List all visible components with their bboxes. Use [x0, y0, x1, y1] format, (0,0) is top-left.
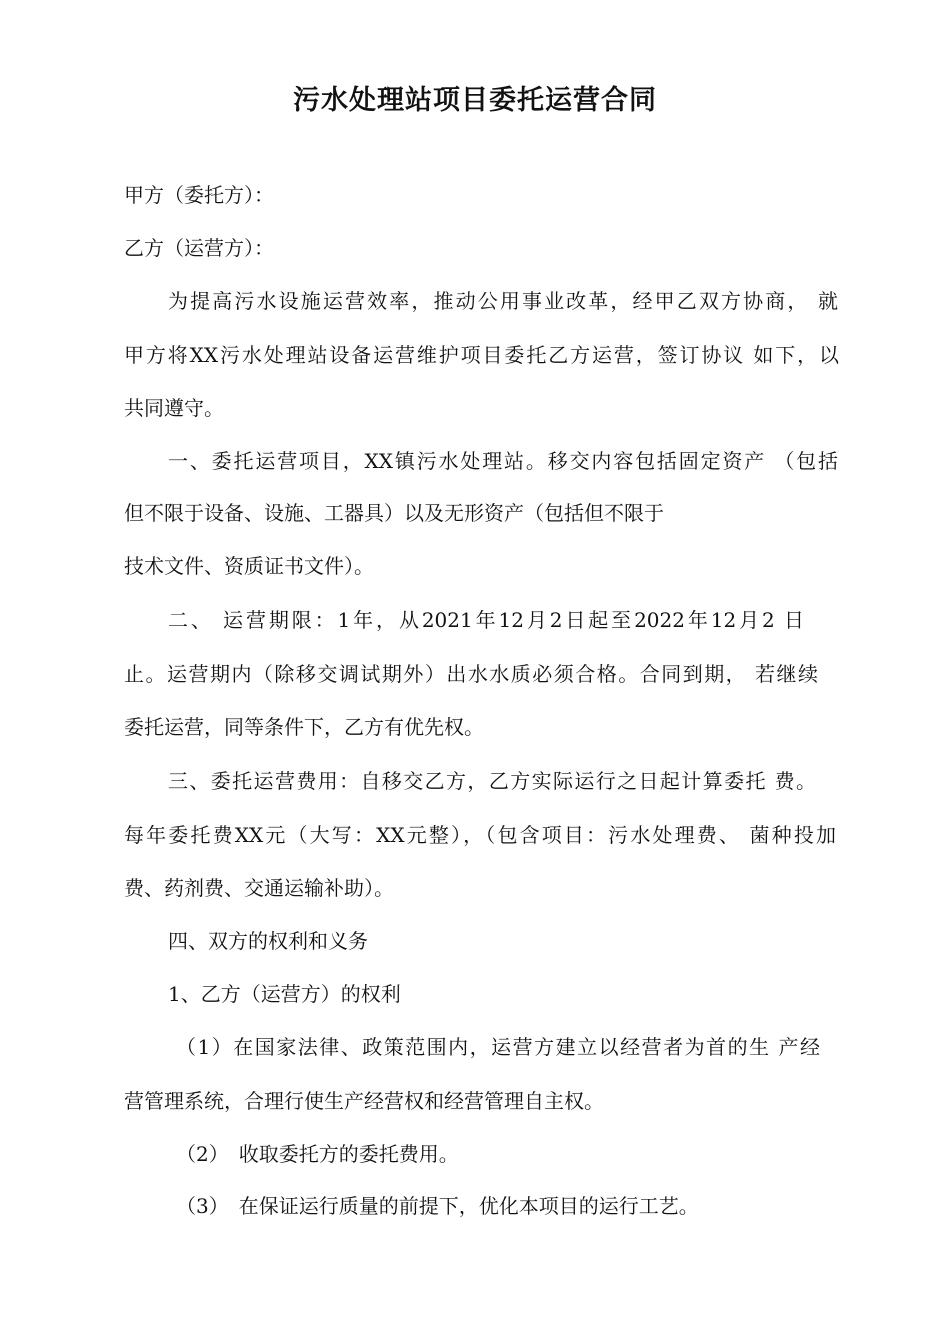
clause-2-line-3: 委托运营，同等条件下，乙方有优先权。 — [124, 715, 484, 739]
paragraph-line — [176, 1033, 950, 1061]
clause-1-line-3: 技术文件、资质证书文件）。 — [124, 554, 374, 578]
section-4-heading: 四、双方的权利和义务 — [168, 929, 368, 953]
party-b-line: 乙方（运营方）： — [124, 236, 274, 260]
item-3-line: （3） 在保证运行质量的前提下，优化本项目的运行工艺。 — [176, 1194, 699, 1218]
paragraph-line — [168, 767, 950, 795]
item-1-line-2: 营管理系统，合理行使生产经营权和经营管理自主权。 — [124, 1089, 604, 1113]
party-a-line: 甲方（委托方）： — [124, 183, 274, 207]
subsection-1-heading: 1、乙方（运营方）的权利 — [168, 982, 401, 1006]
preamble-line-2: 甲方将XX污水处理站设备运营维护项目委托乙方运营，签订协议 如下，以 — [124, 343, 839, 367]
preamble-line-3: 共同遵守。 — [124, 396, 224, 420]
item-2-line: （2） 收取委托方的委托费用。 — [176, 1142, 459, 1166]
paragraph-line — [124, 341, 950, 369]
item-1-line-1: （1）在国家法律、政策范围内，运营方建立以经营者为首的生 产经 — [176, 1035, 820, 1059]
clause-3-line-2: 每年委托费XX元（大写：XX元整），（包含项目：污水处理费、 菌种投加 — [124, 823, 836, 847]
clause-1-line-2: 但不限于设备、设施、工器具）以及无形资产（包括但不限于 — [124, 501, 664, 525]
clause-3-line-1: 三、委托运营费用：自移交乙方，乙方实际运行之日起计算委托 费。 — [168, 769, 816, 793]
clause-2-line-2: 止。运营期内（除移交调试期外）出水水质必须合格。合同到期， 若继续 — [124, 662, 818, 686]
clause-1-line-1: 一、委托运营项目，XX镇污水处理站。移交内容包括固定资产 （包括 — [168, 449, 838, 473]
clause-2-line-1: 二、 运营期限：1年，从2021年12月2日起至2022年12月2 日 — [168, 608, 804, 632]
document-title: 污水处理站项目委托运营合同 — [293, 85, 657, 116]
preamble-line-1: 为提高污水设施运营效率，推动公用事业改革，经甲乙双方协商， 就 — [168, 289, 838, 313]
paragraph-line — [124, 660, 950, 688]
paragraph-line — [168, 606, 950, 634]
clause-3-line-3: 费、药剂费、交通运输补助）。 — [124, 876, 394, 900]
paragraph-line — [168, 447, 950, 475]
paragraph-line — [124, 821, 950, 849]
paragraph-line — [168, 287, 950, 315]
